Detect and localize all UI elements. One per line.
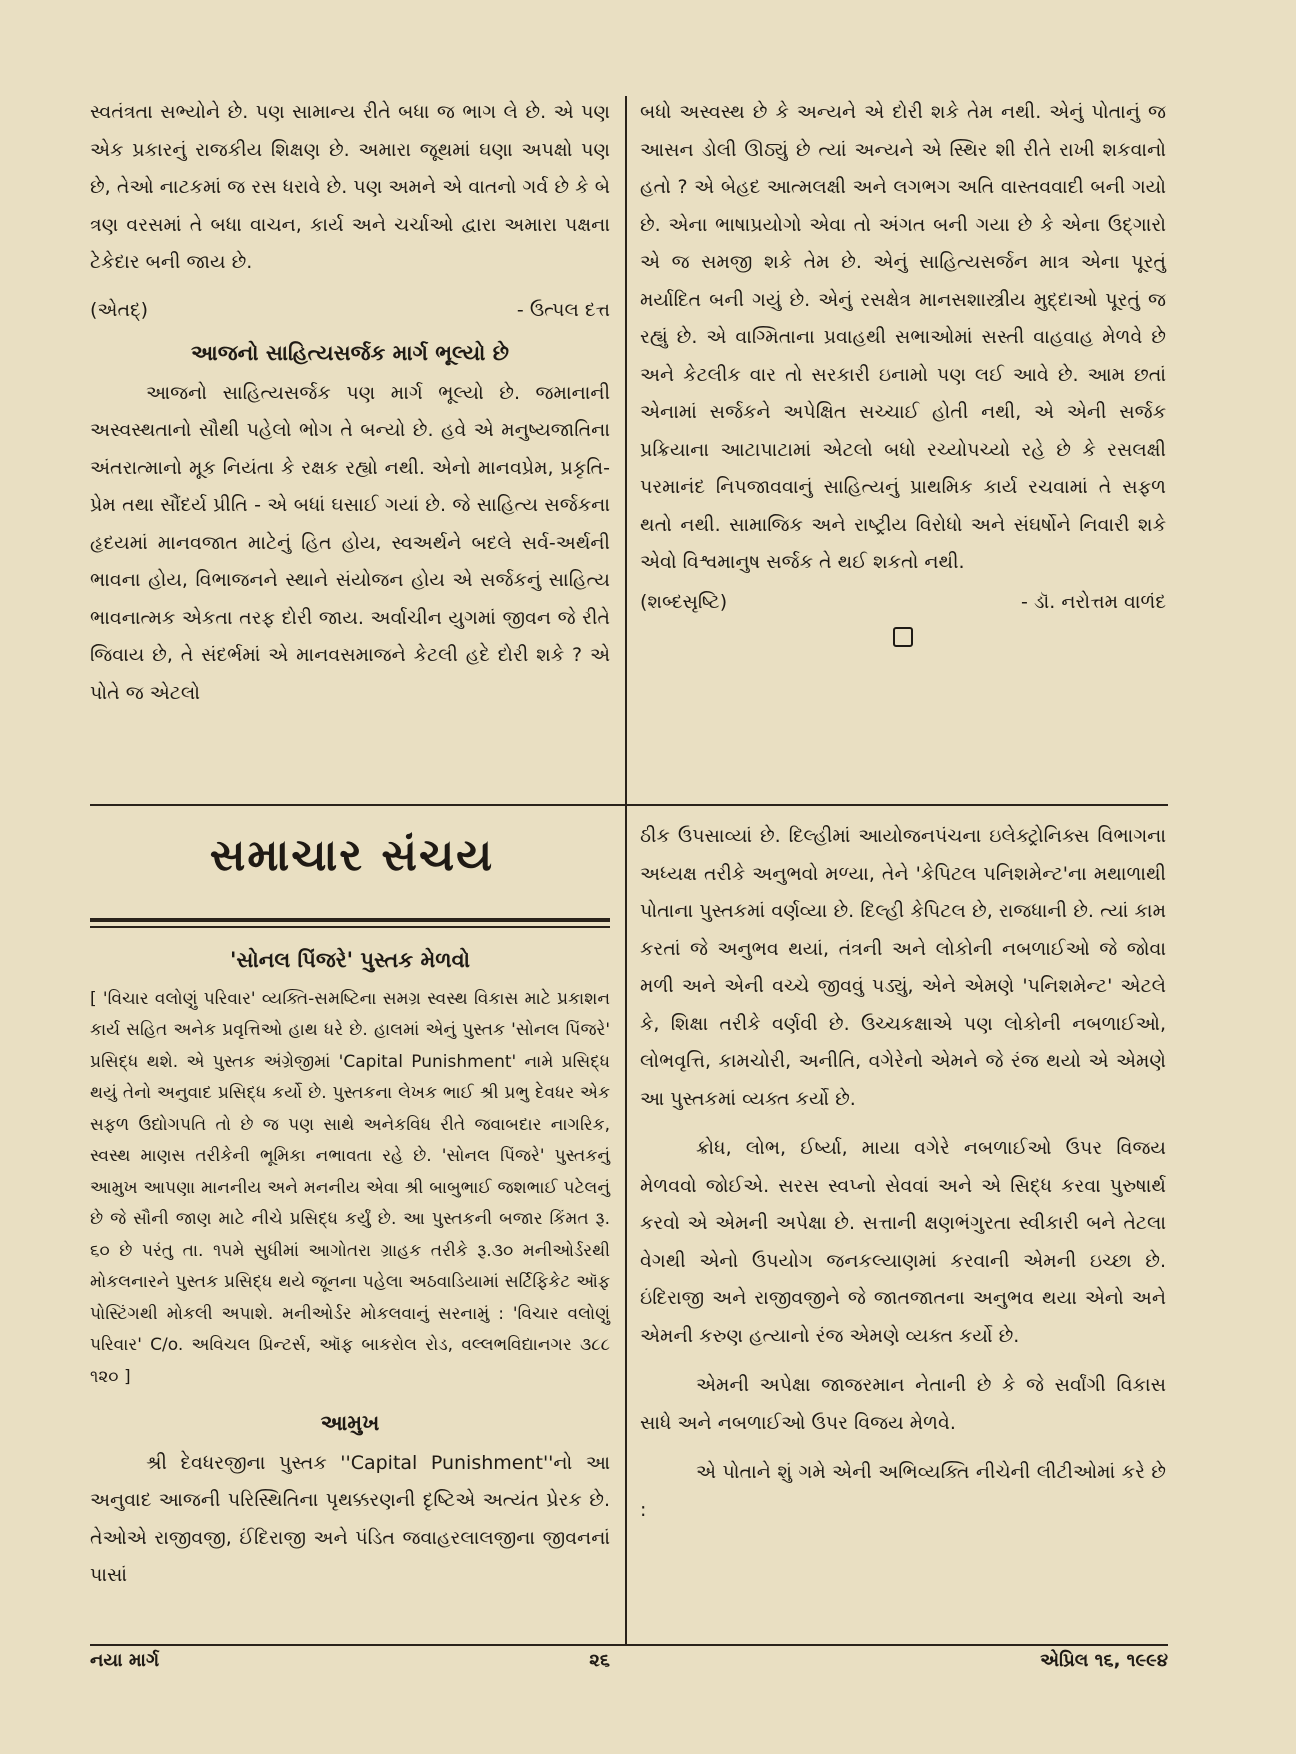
author-name: - ડૉ. નરોત્તમ વાળંદ: [1021, 590, 1166, 613]
column-divider: [625, 96, 627, 1644]
section-divider: [90, 804, 1168, 806]
attribution-row: [90, 292, 610, 330]
end-mark-icon: [893, 627, 913, 647]
article-paragraph: આજનો સાહિત્યસર્જક પણ માર્ગ ભૂલ્યો છે. જમાનાની અસ્વસ્થતાનો સૌથી પહેલો ભોગ તે બન્યો છે. હવે એ મનુષ્યજાતિના અંતરાત્માનો મૂક નિયંતા કે રક્ષક રહ્યો નથી. એનો માનવપ્રેમ, પ્રકૃતિ-પ્રેમ તથા સૌંદર્ય પ્રીતિ - એ બધાં ઘસાઈ ગયાં છે. જે સાહિત્ય સર્જકના હૃદયમાં માનવજાત માટેનું હિત હોય, સ્વઅર્થને બદલે સર્વ-અર્થની ભાવના હોય, વિભાજનને સ્થાને સંયોજન હોય એ સર્જકનું સાહિત્ય ભાવનાત્મક એકતા તરફ દોરી જાય. અર્વાચીન યુગમાં જીવન જે રીતે જિવાય છે, તે સંદર્ભમાં એ માનવસમાજને કેટલી હદે દોરી શકે ? એ પોતે જ એટલો: [90, 381, 610, 704]
foreword-paragraph: શ્રી દેવધરજીના પુસ્તક ''Capital Punishment''નો આ અનુવાદ આજની પરિસ્થિતિના પૃથક્કરણની દૃષ્ટિએ અત્યંત પ્રેરક છે. તેઓએ રાજીવજી, ઈંદિરાજી અને પંડિત જવાહરલાલજીના જીવનનાં પાસાં: [90, 1451, 610, 1586]
column-left-top: [90, 94, 610, 712]
section-title: સમાચાર સંચય: [209, 830, 495, 881]
article-paragraph: સ્વતંત્રતા સભ્યોને છે. પણ સામાન્ય રીતે બધા જ ભાગ લે છે. એ પણ એક પ્રકારનું રાજકીય શિક્ષણ છે. અમારા જૂથમાં ઘણા અપક્ષો પણ છે, તેઓ નાટકમાં જ રસ ધરાવે છે. પણ અમને એ વાતનો ગર્વ છે કે બે ત્રણ વરસમાં તે બધા વાચન, કાર્ય અને ચર્ચાઓ દ્વારા અમારા પક્ષના ટેકેદાર બની જાય છે.: [90, 101, 610, 273]
news-heading: 'સોનલ પિંજરે' પુસ્તક મેળવો: [230, 948, 470, 972]
article-paragraph: એમની અપેક્ષા જાજરમાન નેતાની છે કે જે સર્વાંગી વિકાસ સાધે અને નબળાઈઓ ઉપર વિજય મેળવે.: [640, 1374, 1166, 1434]
magazine-name: નયા માર્ગ: [90, 1650, 160, 1671]
article-paragraph: ઠીક ઉપસાવ્યાં છે. દિલ્હીમાં આયોજનપંચના ઇલેક્ટ્રોનિક્સ વિભાગના અધ્યક્ષ તરીકે અનુભવો મળ્યા, તેને 'કેપિટલ પનિશમેન્ટ'ના મથાળાથી પોતાના પુસ્તકમાં વર્ણવ્યા છે. દિલ્હી કેપિટલ છે, રાજધાની છે. ત્યાં કામ કરતાં જે અનુભવ થયાં, તંત્રની અને લોકોની નબળાઈઓ જે જોવા મળી અને એની વચ્ચે જીવવું પડ્યું, એને એમણે 'પનિશમેન્ટ' એટલે કે, શિક્ષા તરીકે વર્ણવી છે. ઉચ્ચકક્ષાએ પણ લોકોની નબળાઈઓ, લોભવૃત્તિ, કામચોરી, અનીતિ, વગેરેનો એમને જે રંજ થયો એ એમણે આ પુસ્તકમાં વ્યક્ત કર્યો છે.: [640, 825, 1166, 1110]
page-footer: [90, 1650, 1168, 1671]
article-paragraph: બધો અસ્વસ્થ છે કે અન્યને એ દોરી શકે તેમ નથી. એનું પોતાનું જ આસન ડોલી ઊઠ્યું છે ત્યાં અન્યને એ સ્થિર શી રીતે રાખી શકવાનો હતો ? એ બેહદ આત્મલક્ષી અને લગભગ અતિ વાસ્તવવાદી બની ગયો છે. એના ભાષાપ્રયોગો એવા તો અંગત બની ગયા છે કે એના ઉદ્ગારો એ જ સમજી શકે તેમ છે. એનું સાહિત્યસર્જન માત્ર એના પૂરતું મર્યાદિત બની ગયું છે. એનું રસક્ષેત્ર માનસશાસ્ત્રીય મુદ્દાઓ પૂરતું જ રહ્યું છે. એ વાગ્મિતાના પ્રવાહથી સભાઓમાં સસ્તી વાહવાહ મેળવે છે અને કેટલીક વાર તો સરકારી ઇનામો પણ લઈ આવે છે. આમ છતાં એનામાં સર્જકને અપેક્ષિત સચ્ચાઈ હોતી નથી, એ એની સર્જક પ્રક્રિયાના આટાપાટામાં એટલો બધો રચ્યોપચ્યો રહે છે કે રસલક્ષી પરમાનંદ નિપજાવવાનું સાહિત્યનું પ્રાથમિક કાર્ય રચવામાં તે સફળ થતો નથી. સામાજિક અને રાષ્ટ્રીય વિરોધો અને સંઘર્ષોને નિવારી શકે એવો વિશ્વમાનુષ સર્જક તે થઈ શકતો નથી.: [640, 101, 1166, 573]
author-name: - ઉત્પલ દત્ત: [516, 298, 610, 321]
title-rule-thick: [90, 918, 610, 922]
attribution-row: [640, 584, 1166, 622]
column-right-top: [640, 94, 1166, 647]
foreword-heading: આમુખ: [320, 1411, 380, 1435]
article-paragraph: એ પોતાને શું ગમે એની અભિવ્યક્તિ નીચેની લીટીઓમાં કરે છે :: [640, 1461, 1166, 1521]
article-heading: આજનો સાહિત્યસર્જક માર્ગ ભૂલ્યો છે: [191, 341, 509, 365]
column-right-bottom: [640, 818, 1166, 1529]
article-paragraph: ક્રોધ, લોભ, ઈર્ષ્યા, માયા વગેરે નબળાઈઓ ઉપર વિજય મેળવવો જોઈએ. સરસ સ્વપ્નો સેવવાં અને એ સિદ્ધ કરવા પુરુષાર્થ કરવો એ એમની અપેક્ષા છે. સત્તાની ક્ષણભંગુરતા સ્વીકારી બને તેટલા વેગથી એનો ઉપયોગ જનકલ્યાણમાં કરવાની એમની ઇચ્છા છે. ઇંદિરાજી અને રાજીવજીને જે જાતજાતના અનુભવ થયા એનો અને એમની કરુણ હત્યાનો રંજ એમણે વ્યક્ત કર્યો છે.: [640, 1137, 1166, 1347]
book-notice: [ 'વિચાર વલોણું પરિવાર' વ્યક્તિ-સમષ્ટિના સમગ્ર સ્વસ્થ વિકાસ માટે પ્રકાશન કાર્ય સહિત અનેક પ્રવૃત્તિઓ હાથ ધરે છે. હાલમાં એનું પુસ્તક 'સોનલ પિંજરે' પ્રસિદ્ધ થશે. એ પુસ્તક અંગ્રેજીમાં 'Capital Punishment' નામે પ્રસિદ્ધ થયું તેનો અનુવાદ પ્રસિદ્ધ કર્યો છે. પુસ્તકના લેખક ભાઈ શ્રી પ્રભુ દેવધર એક સફળ ઉદ્યોગપતિ તો છે જ પણ સાથે અનેકવિધ રીતે જવાબદાર નાગરિક, સ્વસ્થ માણસ તરીકેની ભૂમિકા નભાવતા રહે છે. 'સોનલ પિંજરે' પુસ્તકનું આમુખ આપણા માનનીય અને મનનીય એવા શ્રી બાબુભાઈ જશભાઈ પટેલનું છે જે સૌની જાણ માટે નીચે પ્રસિદ્ધ કર્યું છે. આ પુસ્તકની બજાર કિંમત રૂ. ૬૦ છે પરંતુ તા. ૧૫મે સુધીમાં આગોતરા ગ્રાહક તરીકે રૂ.૩૦ મનીઓર્ડરથી મોકલનારને પુસ્તક પ્રસિદ્ધ થયે જૂનના પહેલા અઠવાડિયામાં સર્ટિફિકેટ ઑફ પોસ્ટિંગથી મોકલી અપાશે. મનીઓર્ડર મોકલવાનું સરનામું : 'વિચાર વલોણું પરિવાર' C/o. અવિચલ પ્રિન્ટર્સ, ઑફ બાકરોલ રોડ, વલ્લભવિદ્યાનગર ૩૮૮ ૧૨૦ ]: [90, 988, 610, 1387]
footer-rule: [90, 1644, 1168, 1646]
column-left-bottom: [90, 940, 610, 1595]
source-label: (એતદ્): [90, 298, 149, 321]
source-label: (શબ્દસૃષ્ટિ): [640, 590, 728, 613]
page-number: ૨૬: [589, 1650, 610, 1671]
issue-date: એપ્રિલ ૧૬, ૧૯૯૪: [1040, 1650, 1168, 1671]
title-rule-thin: [90, 926, 610, 928]
